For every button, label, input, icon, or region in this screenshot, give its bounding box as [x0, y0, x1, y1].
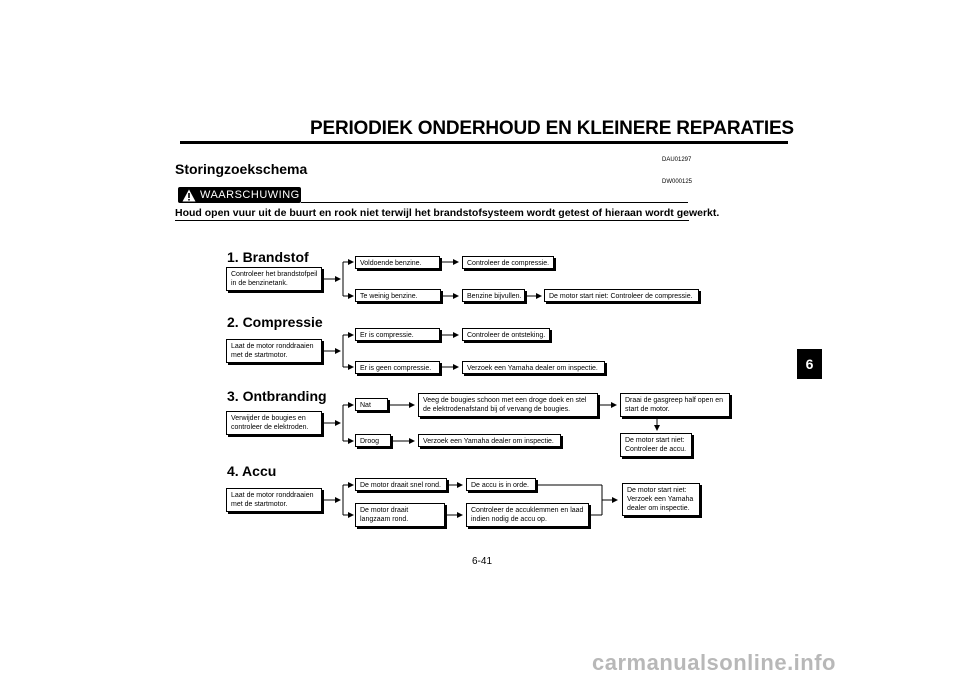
ignition-dealer: Verzoek een Yamaha dealer om inspectie.: [423, 438, 554, 445]
fuel-no-start: De motor start niet: Controleer de compressie.: [549, 293, 693, 300]
page-number: 6-41: [472, 556, 493, 567]
compression-present-box: [355, 328, 440, 341]
step-compression-title: 2. Compressie: [227, 314, 323, 330]
compression-start-box: [226, 339, 322, 363]
warning-text: Houd open vuur uit de buurt en rook niet terwijl het brandstofsysteem wordt getest of hieraan wordt gewerkt.: [175, 207, 720, 219]
ignition-clean-plugs-line1: Veeg de bougies schoon met een droge doek en stel: [423, 397, 587, 404]
chapter-tab: 6: [797, 349, 822, 379]
battery-ok-box: [466, 478, 536, 491]
fuel-start-box: [226, 267, 322, 291]
fuel-refill: Benzine bijvullen.: [467, 293, 522, 300]
battery-dealer-line1: De motor start niet:: [627, 487, 687, 494]
compression-dealer: Verzoek een Yamaha dealer om inspectie.: [467, 365, 598, 372]
battery-slow-line2: langzaam rond.: [360, 516, 409, 523]
battery-fast: De motor draait snel rond.: [360, 482, 441, 489]
battery-dealer-line3: dealer om inspectie.: [627, 505, 690, 512]
fuel-check-compression-box: [462, 256, 554, 269]
section-code: DAU01297: [662, 157, 692, 163]
step-fuel-title: 1. Brandstof: [227, 249, 309, 265]
ignition-check-battery-box: [620, 433, 692, 457]
ignition-dry: Droog: [360, 438, 380, 445]
ignition-wet-box: [355, 398, 388, 411]
battery-ok: De accu is in orde.: [471, 482, 529, 489]
ignition-half-throttle-line1: Draai de gasgreep half open en: [625, 397, 724, 404]
fuel-no-start-box: [544, 289, 699, 302]
fuel-start-line2: in de benzinetank.: [231, 280, 288, 287]
ignition-wet: Nat: [360, 402, 371, 409]
compression-check-ignition: Controleer de ontsteking.: [467, 332, 546, 339]
compression-present: Er is compressie.: [360, 332, 414, 339]
fuel-start-line1: Controleer het brandstofpeil: [231, 271, 318, 278]
battery-dealer-box: [622, 483, 700, 516]
ignition-start-line2: controleer de elektroden.: [231, 424, 309, 431]
step-battery-title: 4. Accu: [227, 463, 277, 479]
step-ignition-title: 3. Ontbranding: [227, 388, 327, 404]
battery-check-terminals-box: [466, 503, 589, 527]
page-header-title: PERIODIEK ONDERHOUD EN KLEINERE REPARATIES: [310, 118, 794, 139]
battery-slow-line1: De motor draait: [360, 507, 409, 514]
battery-fast-box: [355, 478, 447, 491]
compression-start-line2: met de startmotor.: [231, 352, 288, 359]
ignition-half-throttle-line2: start de motor.: [625, 406, 670, 413]
compression-absent: Er is geen compressie.: [360, 365, 432, 372]
battery-check-terminals-line2: indien nodig de accu op.: [471, 516, 547, 523]
ignition-start-box: [226, 411, 322, 435]
compression-dealer-box: [462, 361, 605, 374]
ignition-clean-plugs-box: [418, 393, 598, 417]
ignition-start-line1: Verwijder de bougies en: [231, 415, 306, 422]
fuel-option-low-box: [355, 289, 441, 302]
fuel-check-compression: Controleer de compressie.: [467, 260, 550, 267]
battery-check-terminals-line1: Controleer de accuklemmen en laad: [471, 507, 584, 514]
ignition-check-battery-line2: Controleer de accu.: [625, 446, 687, 453]
fuel-option-sufficient: Voldoende benzine.: [360, 260, 422, 267]
ignition-check-battery-line1: De motor start niet:: [625, 437, 685, 444]
compression-start-line1: Laat de motor ronddraaien: [231, 343, 314, 350]
fuel-option-sufficient-box: [355, 256, 440, 269]
ignition-half-throttle-box: [620, 393, 730, 417]
battery-start-line2: met de startmotor.: [231, 501, 288, 508]
ignition-clean-plugs-line2: de elektrodenafstand bij of vervang de bougies.: [423, 406, 571, 413]
warning-badge-label: WAARSCHUWING: [200, 189, 300, 201]
compression-absent-box: [355, 361, 440, 374]
ignition-dealer-box: [418, 434, 561, 447]
warning-code: DW000125: [662, 179, 693, 185]
fuel-option-low: Te weinig benzine.: [360, 293, 418, 300]
ignition-dry-box: [355, 434, 391, 447]
fuel-refill-box: [462, 289, 525, 302]
section-title: Storingzoekschema: [175, 161, 308, 177]
battery-dealer-line2: Verzoek een Yamaha: [627, 496, 694, 503]
battery-start-box: [226, 488, 322, 512]
battery-slow-box: [355, 503, 445, 527]
watermark: carmanualsonline.info: [592, 650, 836, 675]
battery-start-line1: Laat de motor ronddraaien: [231, 492, 314, 499]
compression-check-ignition-box: [462, 328, 550, 341]
